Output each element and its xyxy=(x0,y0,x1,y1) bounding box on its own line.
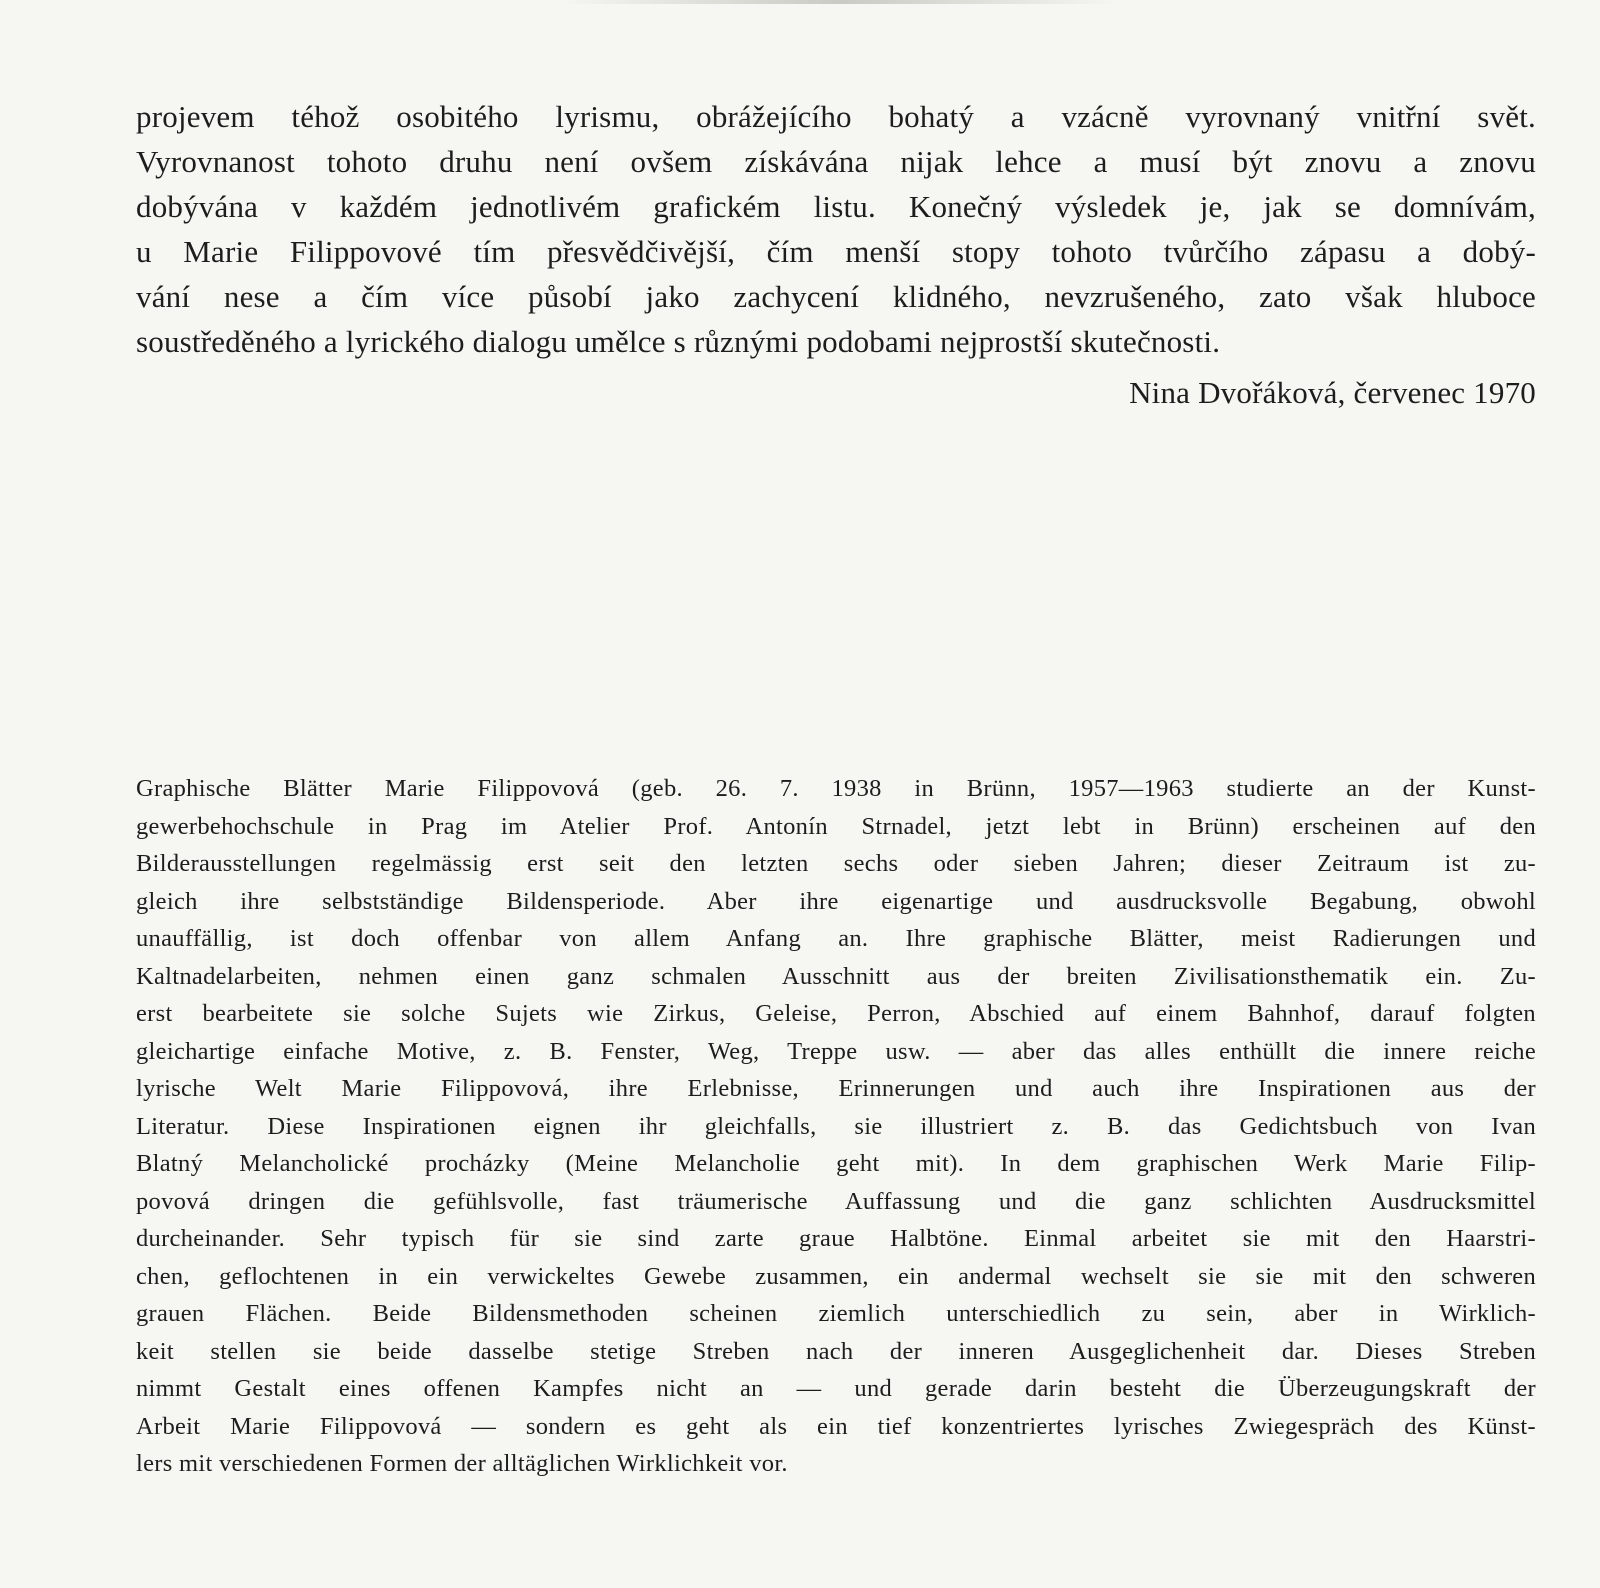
german-text-line: nimmt Gestalt eines offenen Kampfes nicht an — und gerade darin besteht die Überzeugungskraft der xyxy=(136,1375,1536,1402)
czech-text-line: u Marie Filippovové tím přesvědčivější, čím menší stopy tohoto tvůrčího zápasu a dobý- xyxy=(136,234,1536,269)
czech-text-line: Vyrovnanost tohoto druhu není ovšem získávána nijak lehce a musí být znovu a znovu xyxy=(136,144,1536,179)
german-text-line: Literatur. Diese Inspirationen eignen ihr gleichfalls, sie illustriert z. B. das Gedichtsbuch von Ivan xyxy=(136,1112,1536,1140)
german-text-line: keit stellen sie beide dasselbe stetige Streben nach der inneren Ausgeglichenheit dar. Dieses Streben xyxy=(136,1337,1536,1365)
german-text-line: grauen Flächen. Beide Bildensmethoden scheinen ziemlich unterschiedlich zu sein, aber in Wirklich- xyxy=(136,1300,1536,1327)
german-text-line: gleichartige einfache Motive, z. B. Fenster, Weg, Treppe usw. — aber das alles enthüllt die innere reiche xyxy=(136,1037,1536,1065)
author-signature: Nina Dvořáková, červenec 1970 xyxy=(1129,375,1536,410)
czech-text-line: soustředěného a lyrického dialogu umělce s různými podobami nejprostší skutečnosti. xyxy=(136,324,1221,359)
czech-text-line: projevem téhož osobitého lyrismu, obrážejícího bohatý a vzácně vyrovnaný vnitřní svět. xyxy=(136,99,1536,134)
german-text-line: Arbeit Marie Filippovová — sondern es geht als ein tief konzentriertes lyrisches Zwiegespräch des Künst- xyxy=(136,1412,1536,1440)
german-text-line: gewerbehochschule in Prag im Atelier Prof. Antonín Strnadel, jetzt lebt in Brünn) erscheinen auf den xyxy=(136,812,1536,840)
german-text-line: Kaltnadelarbeiten, nehmen einen ganz schmalen Ausschnitt aus der breiten Zivilisationsthematik ein. Zu- xyxy=(136,962,1536,990)
german-text-line: durcheinander. Sehr typisch für sie sind zarte graue Halbtöne. Einmal arbeitet sie mit den Haarstri- xyxy=(136,1225,1536,1252)
german-text-line: Bilderausstellungen regelmässig erst seit den letzten sechs oder sieben Jahren; dieser Zeitraum ist zu- xyxy=(136,850,1536,877)
czech-text-line: vání nese a čím více působí jako zachycení klidného, nevzrušeného, zato však hluboce xyxy=(136,279,1536,314)
german-text-line: Graphische Blätter Marie Filippovová (geb. 26. 7. 1938 in Brünn, 1957—1963 studierte an der Kunst- xyxy=(136,775,1536,802)
czech-paragraph xyxy=(136,94,1536,364)
german-text-line: chen, geflochtenen in ein verwickeltes Gewebe zusammen, ein andermal wechselt sie sie mit den schweren xyxy=(136,1262,1536,1290)
czech-text-line: dobývána v každém jednotlivém grafickém listu. Konečný výsledek je, jak se domnívám, xyxy=(136,189,1536,224)
german-text-line: Blatný Melancholické procházky (Meine Melancholie geht mit). In dem graphischen Werk Marie Filip- xyxy=(136,1150,1536,1177)
german-text-line: unauffällig, ist doch offenbar von allem Anfang an. Ihre graphische Blätter, meist Radierungen und xyxy=(136,925,1536,952)
german-text-line: lyrische Welt Marie Filippovová, ihre Erlebnisse, Erinnerungen und auch ihre Inspirationen aus der xyxy=(136,1075,1536,1102)
german-text-line: erst bearbeitete sie solche Sujets wie Zirkus, Geleise, Perron, Abschied auf einem Bahnhof, darauf folgten xyxy=(136,1000,1536,1027)
german-paragraph xyxy=(136,770,1536,1483)
german-text-line: lers mit verschiedenen Formen der alltäglichen Wirklichkeit vor. xyxy=(136,1450,788,1477)
top-edge-shadow xyxy=(560,0,1120,4)
german-text-line: povová dringen die gefühlsvolle, fast träumerische Auffassung und die ganz schlichten Ausdrucksmittel xyxy=(136,1187,1536,1215)
german-text-line: gleich ihre selbstständige Bildensperiode. Aber ihre eigenartige und ausdrucksvolle Begabung, obwohl xyxy=(136,887,1536,915)
